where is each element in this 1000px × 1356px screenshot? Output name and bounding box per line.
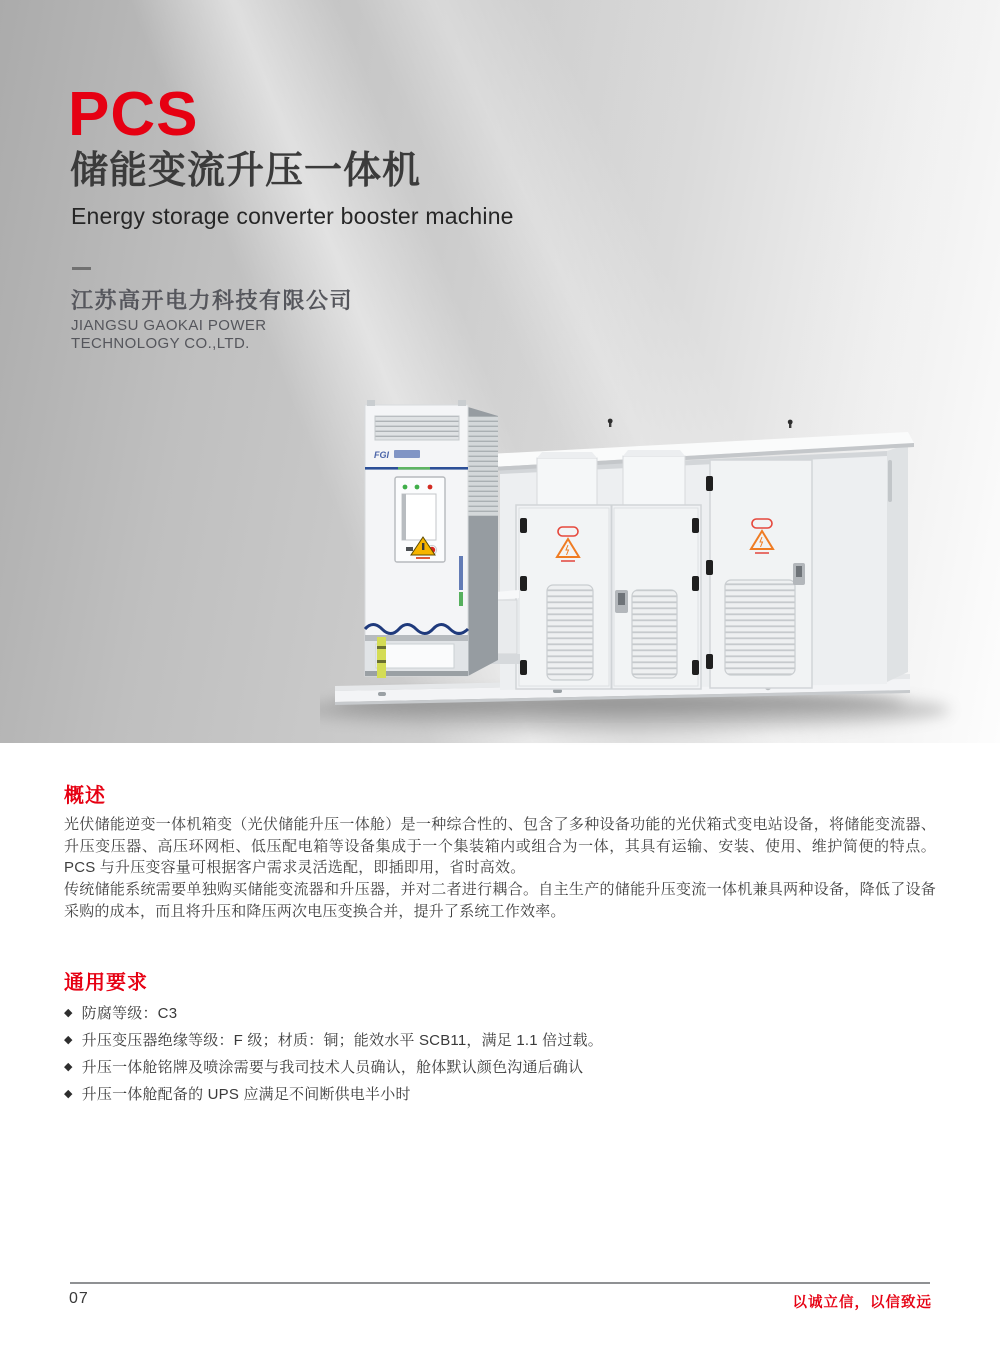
door-handle [793,563,805,585]
louver-vent [632,590,677,678]
product-code-title: PCS [68,80,199,149]
company-name-en-line1: JIANGSU GAOKAI POWER [71,317,267,334]
diamond-bullet-icon: ◆ [64,1061,73,1073]
roof-vent-box [537,452,597,512]
door-handle [615,590,628,613]
requirements-list [64,1005,936,1113]
requirement-text: 升压变压器绝缘等级：F 级；材质：铜；能效水平 SCB11，满足 1.1 倍过载。 [81,1032,603,1049]
overview-heading: 概述 [64,785,106,807]
requirement-text: 升压一体舱配备的 UPS 应满足不间断供电半小时 [81,1086,411,1103]
page-number: 07 [69,1290,89,1307]
requirement-text: 升压一体舱铭牌及喷涂需要与我司技术人员确认，舱体默认颜色沟通后确认 [81,1059,584,1076]
louver-vent [725,580,795,675]
footer-divider [70,1282,930,1284]
dash-divider [72,267,91,270]
pcs-cabinet [365,400,498,678]
diamond-bullet-icon: ◆ [64,1034,73,1046]
overview-paragraph: 传统储能系统需要单独购买储能变流器和升压器，并对二者进行耦合。自主生产的储能升压变流一体机兼具两种设备，降低了设备采购的成本，而且将升压和降压两次电压变换合并，提升了系统工作效率。 [64,881,936,920]
roof-bolt-icon [608,419,613,427]
product-title-zh: 储能变流升压一体机 [70,150,422,192]
requirements-heading: 通用要求 [64,972,148,994]
requirement-item [64,1059,936,1076]
cabinet-base [365,635,468,678]
roof-bolt-icon [788,420,793,428]
cabinet-logo-text: FGI [374,450,389,460]
louver-vent [547,585,593,680]
diamond-bullet-icon: ◆ [64,1007,73,1019]
cabinet-vent-grille [375,416,459,440]
overview-paragraph: 光伏储能逆变一体机箱变（光伏储能升压一体舱）是一种综合性的、包含了多种设备功能的光伏箱式变电站设备，将储能变流器、升压变压器、高压环网柜、低压配电箱等设备集成于一个集装箱内或组合为一体，其具有运输、安装、使用、维护简便的特点。PCS 与升压变容量可根据客户需求灵活选配，即插即用，省时高效。 [64,816,936,876]
cabinet-side-label [459,556,463,606]
footer-slogan: 以诚立信，以信致远 [792,1295,932,1311]
requirement-item [64,1005,936,1022]
booster-container [488,419,914,690]
requirement-text: 防腐等级：C3 [81,1005,178,1022]
company-name-zh: 江苏高开电力科技有限公司 [71,288,354,313]
requirement-item [64,1032,936,1049]
cabinet-logo-mark [394,450,420,458]
roof-vent-box [623,450,685,510]
diamond-bullet-icon: ◆ [64,1088,73,1100]
product-photo [320,388,968,753]
product-title-en: Energy storage converter booster machine [71,203,514,229]
company-name-en-line2: TECHNOLOGY CO.,LTD. [71,335,250,352]
requirement-item [64,1086,936,1103]
